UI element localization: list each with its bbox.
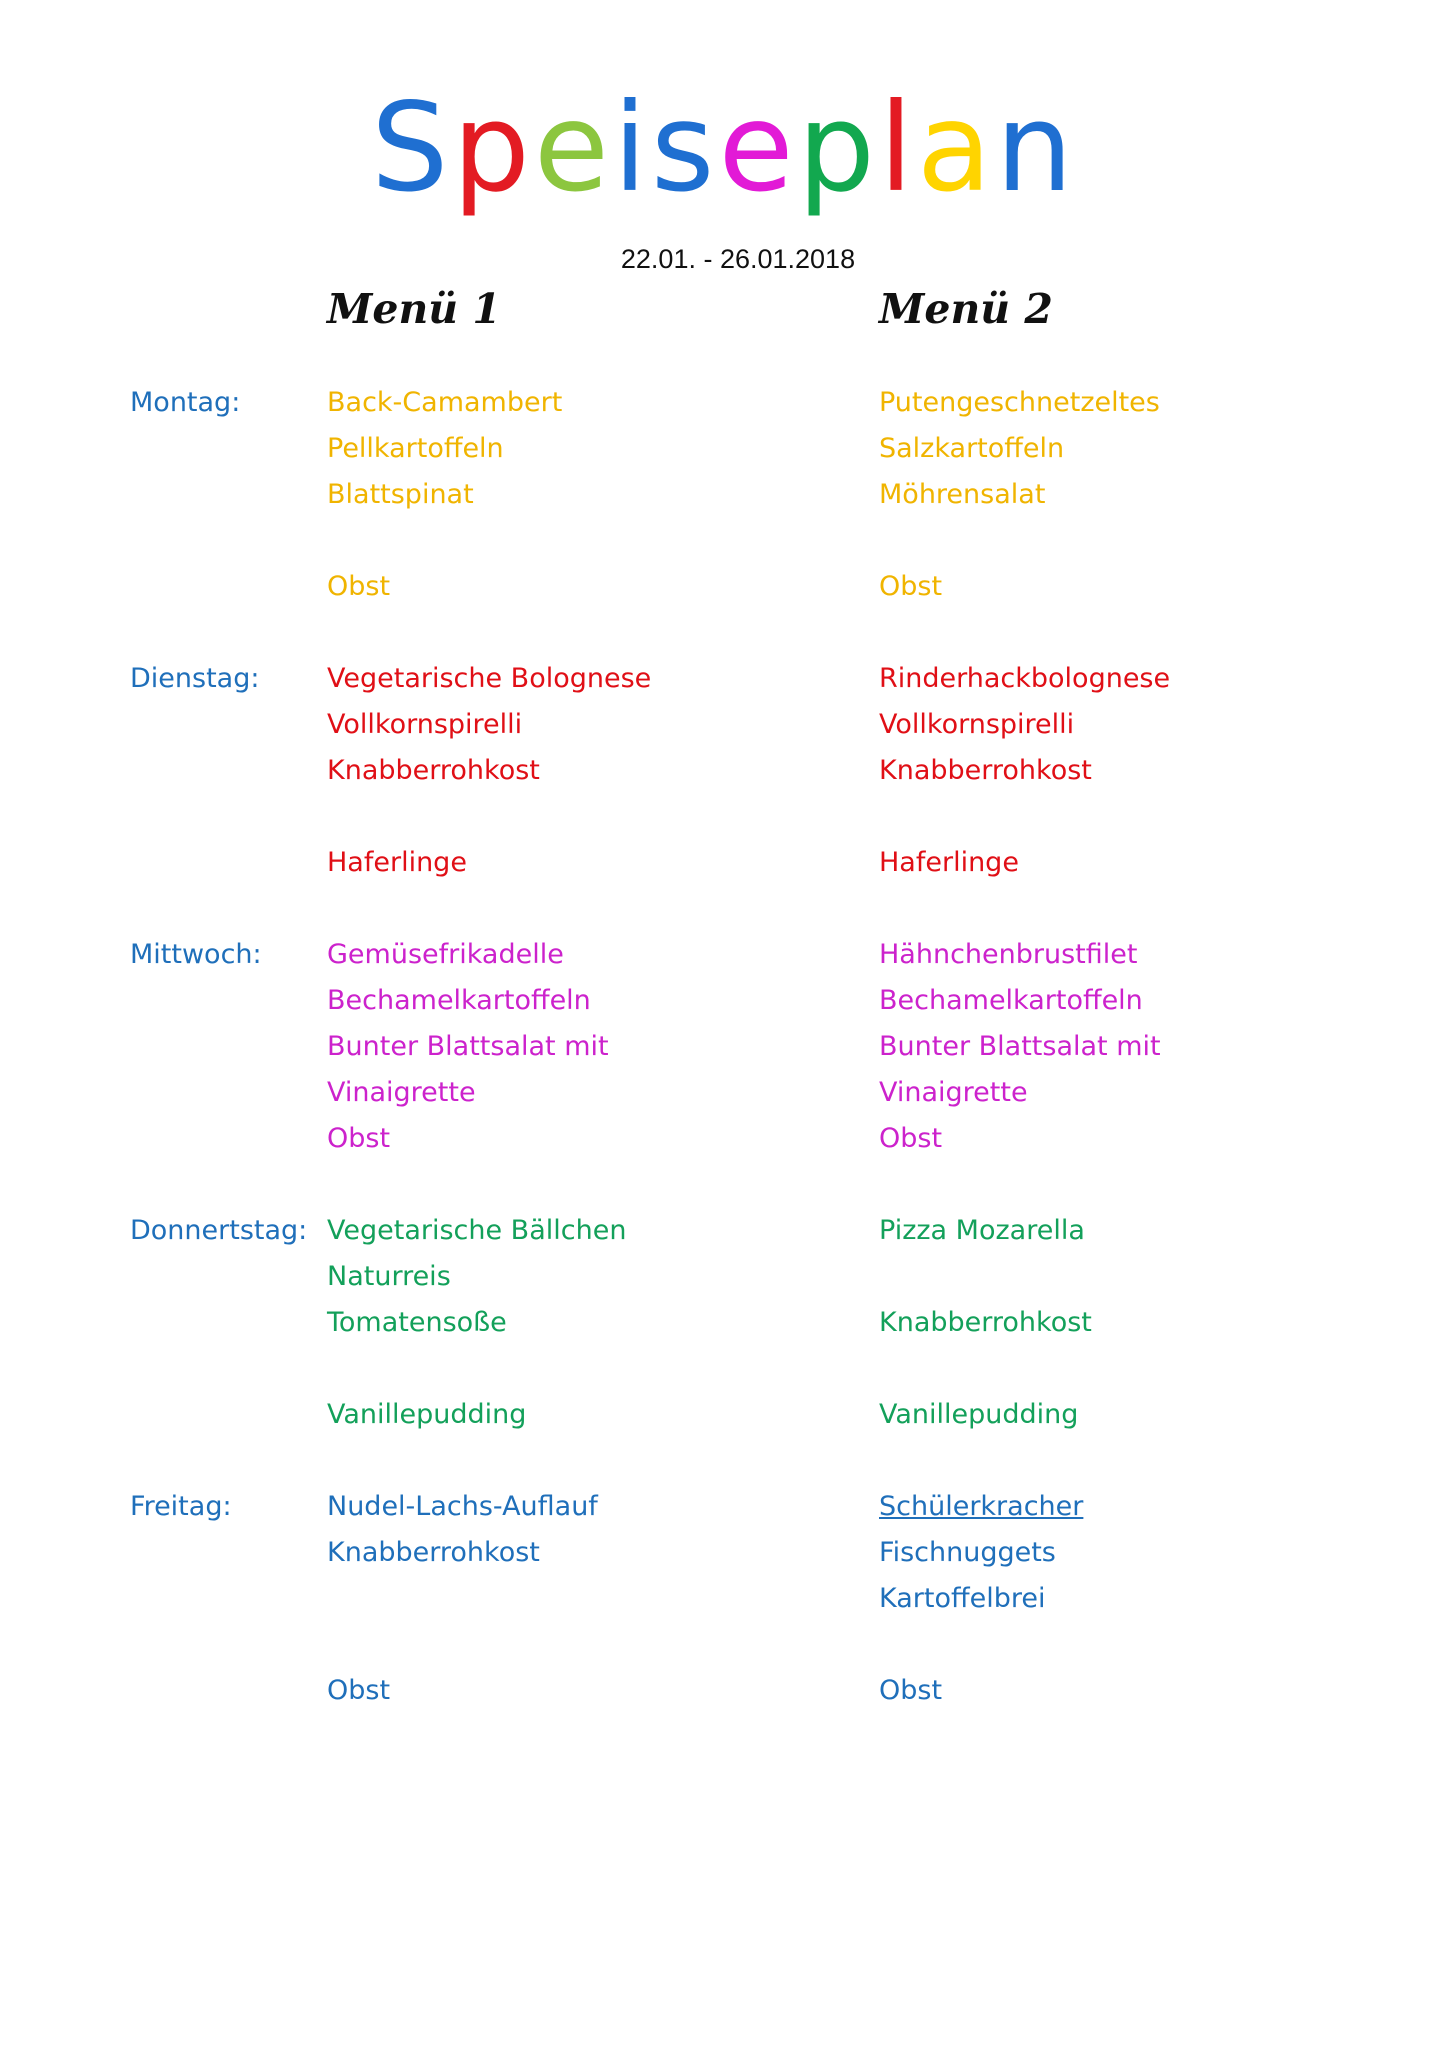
menu2-item: Knabberrohkost	[879, 1307, 1092, 1338]
menu2-item: Obst	[879, 1675, 943, 1706]
menu-1-header: Menü 1	[327, 285, 501, 333]
menu1-item: Obst	[327, 1123, 391, 1154]
menu2-item: Putengeschnetzeltes	[879, 387, 1160, 418]
menu1-item: Naturreis	[327, 1261, 451, 1292]
title-letter: e	[718, 77, 798, 219]
menu1-item: Vinaigrette	[327, 1077, 476, 1108]
menu2-item: Bechamelkartoffeln	[879, 985, 1143, 1016]
title-letter: i	[612, 77, 651, 219]
title-letter: S	[371, 77, 453, 219]
menu1-item: Vegetarische Bällchen	[327, 1215, 627, 1246]
menu1-item: Blattspinat	[327, 479, 474, 510]
menu1-item: Vegetarische Bolognese	[327, 663, 652, 694]
menu2-item: Knabberrohkost	[879, 755, 1092, 786]
menu1-item: Bunter Blattsalat mit	[327, 1031, 609, 1062]
title-letter: p	[452, 77, 534, 219]
menu1-item: Back-Camambert	[327, 387, 563, 418]
menu2-item: Bunter Blattsalat mit	[879, 1031, 1161, 1062]
schuelerkracher-link[interactable]: Schülerkracher	[879, 1491, 1084, 1522]
menu2-item: Vinaigrette	[879, 1077, 1028, 1108]
day-label-freitag: Freitag:	[130, 1491, 232, 1522]
menu1-item: Obst	[327, 1675, 391, 1706]
day-label-donnertstag: Donnertstag:	[130, 1215, 308, 1246]
title-letter: l	[878, 77, 917, 219]
menu2-item: Haferlinge	[879, 847, 1019, 878]
title-letter: n	[995, 77, 1077, 219]
menu2-item: Salzkartoffeln	[879, 433, 1065, 464]
menu2-item: Hähnchenbrustfilet	[879, 939, 1138, 970]
date-range: 22.01. - 26.01.2018	[620, 244, 856, 274]
menu2-item: Möhrensalat	[879, 479, 1046, 510]
menu1-item: Knabberrohkost	[327, 755, 540, 786]
menu2-item: Obst	[879, 571, 943, 602]
menu2-item: Vanillepudding	[879, 1399, 1079, 1430]
menu1-item: Vollkornspirelli	[327, 709, 523, 740]
menu1-item: Pellkartoffeln	[327, 433, 504, 464]
menu1-item: Bechamelkartoffeln	[327, 985, 591, 1016]
title-letter: s	[650, 77, 719, 219]
menu2-item: Obst	[879, 1123, 943, 1154]
menu1-item: Knabberrohkost	[327, 1537, 540, 1568]
title-letter: p	[797, 77, 879, 219]
menu2-item: Vollkornspirelli	[879, 709, 1075, 740]
menu1-item: Obst	[327, 571, 391, 602]
title-letter: e	[533, 77, 613, 219]
menu2-item: Rinderhackbolognese	[879, 663, 1171, 694]
day-label-montag: Montag:	[130, 387, 241, 418]
menu2-item: Kartoffelbrei	[879, 1583, 1046, 1614]
menu-2-header: Menü 2	[879, 285, 1053, 333]
day-label-mittwoch: Mittwoch:	[130, 939, 262, 970]
title-letter: a	[916, 77, 996, 219]
menu2-item: Pizza Mozarella	[879, 1215, 1085, 1246]
menu1-item: Gemüsefrikadelle	[327, 939, 564, 970]
menu2-item: Fischnuggets	[879, 1537, 1056, 1568]
menu1-item: Nudel-Lachs-Auflauf	[327, 1491, 598, 1522]
menu1-item: Tomatensoße	[327, 1307, 507, 1338]
day-label-dienstag: Dienstag:	[130, 663, 260, 694]
menu1-item: Vanillepudding	[327, 1399, 527, 1430]
page-title	[0, 78, 1448, 218]
menu1-item: Haferlinge	[327, 847, 467, 878]
